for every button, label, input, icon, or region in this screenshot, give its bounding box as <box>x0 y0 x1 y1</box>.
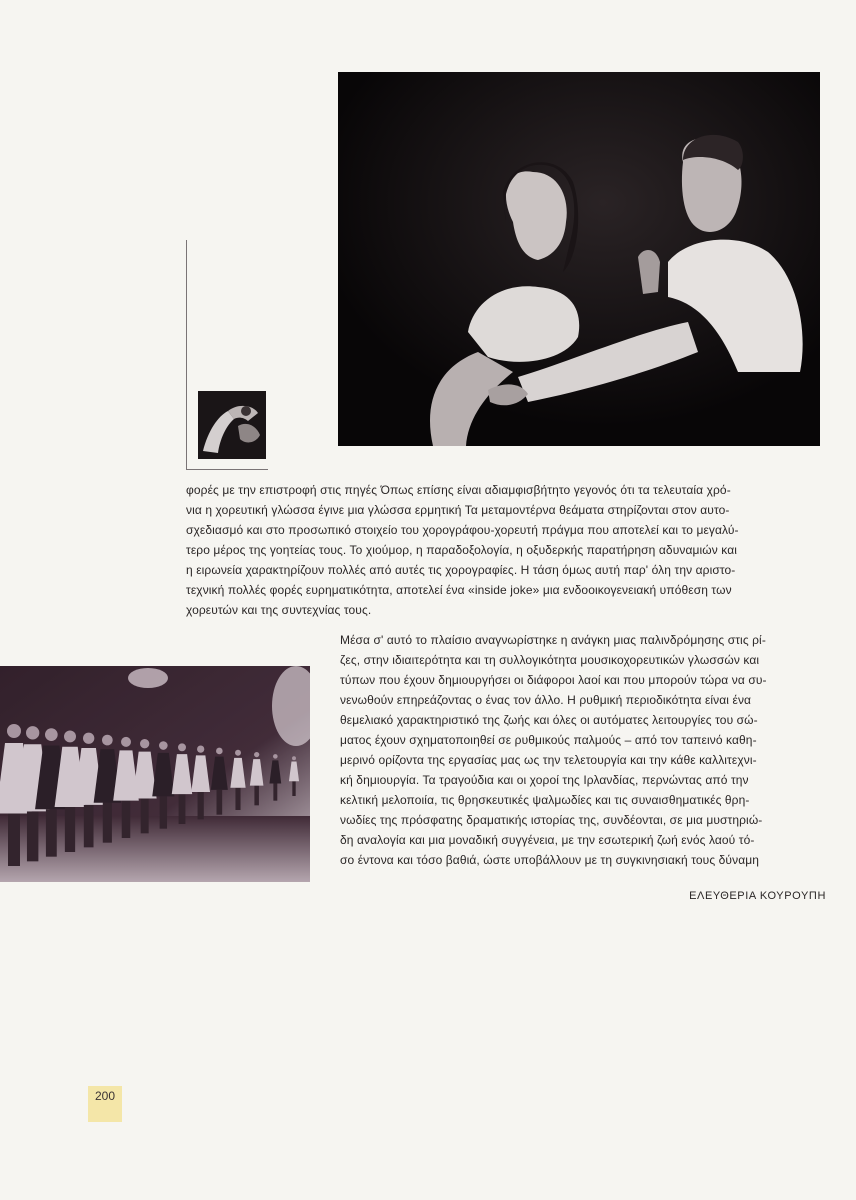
text-line: θεμελιακό χαρακτηριστικό της ζωής και όλες οι αυτόματες λειτουργίες του σώ- <box>340 713 758 727</box>
text-line: κή δημιουργία. Τα τραγούδια και οι χοροί της Ιρλανδίας, περνώντας από την <box>340 773 749 787</box>
text-line: σχεδιασμό και στο προσωπικό στοιχείο του χορογράφου-χορευτή πράγμα που αποτελεί και το μεγαλύ- <box>186 523 739 537</box>
dance-line-photo <box>0 666 310 882</box>
text-line: νια η χορευτική γλώσσα έγινε μια γλώσσα ερμητική Τα μεταμοντέρνα θεάματα στηρίζονται στον αυτο- <box>186 503 730 517</box>
horizontal-rule <box>186 469 268 470</box>
hands-closeup-photo <box>198 391 266 459</box>
page-number: 200 <box>88 1086 122 1122</box>
text-line: τερο μέρος της γοητείας τους. Το χιούμορ, η παραδοξολογία, η οξυδερκής παρατήρηση αδυναμιών και <box>186 543 738 557</box>
author-signature: ΕΛΕΥΘΕΡΙΑ ΚΟΥΡΟΥΠΗ <box>689 890 826 902</box>
text-line: η ειρωνεία χαρακτηρίζουν πολλές από αυτές τις χορογραφίες. Η τάση όμως αυτή παρ' όλη την αριστο- <box>186 563 736 577</box>
text-line: νενωθούν επηρεάζοντας ο ένας τον άλλο. Η ρυθμική περιοδικότητα είναι ένα <box>340 693 752 707</box>
text-line: σο έντονα και τόσο βαθιά, ώστε υποβάλλουν με τη συγκινησιακή τους δύναμη <box>340 853 760 867</box>
couple-dancing-photo <box>338 72 820 446</box>
text-line: φορές με την επιστροφή στις πηγές Όπως επίσης είναι αδιαμφισβήτητο γεγονός ότι τα τελευταία χρό- <box>186 483 731 497</box>
text-line: μερινό ορίζοντα της εργασίας μας ως την τελετουργία και την κάθε καλλιτεχνι- <box>340 753 757 767</box>
text-line: ζες, στην ιδιαιτερότητα και τη συλλογικότητα μουσικοχορευτικών γλωσσών και <box>340 653 760 667</box>
article-paragraph-1 <box>186 480 826 620</box>
text-line: τύπων που έχουν δημιουργήσει οι διάφοροι λαοί και που μπορούν τώρα να συ- <box>340 673 767 687</box>
text-line: νωδίες της πρόσφατης δραματικής ιστορίας της, συνδέονται, σε μια μυστηριώ- <box>340 813 763 827</box>
text-line: ματος έχουν σχηματοποιηθεί σε ρυθμικούς παλμούς – από τον ταπεινό καθη- <box>340 733 757 747</box>
text-line: Μέσα σ' αυτό το πλαίσιο αναγνωρίστηκε η ανάγκη μιας παλινδρόμησης στις ρί- <box>340 633 766 647</box>
vertical-rule <box>186 240 187 470</box>
text-line: δη αναλογία και μια μοναδική συγγένεια, με την εσωτερική ζωή ενός λαού τό- <box>340 833 755 847</box>
text-line: κελτική μελοποιία, τις θρησκευτικές ψαλμωδίες και τις συναισθηματικές θρη- <box>340 793 750 807</box>
text-line: χορευτών και της συντεχνίας τους. <box>186 603 372 617</box>
text-line: τεχνική πολλές φορές ευρηματικότητα, αποτελεί ένα «inside joke» μια ενδοοικογενειακή υπόθεση των <box>186 583 732 597</box>
article-paragraph-2 <box>340 630 826 870</box>
